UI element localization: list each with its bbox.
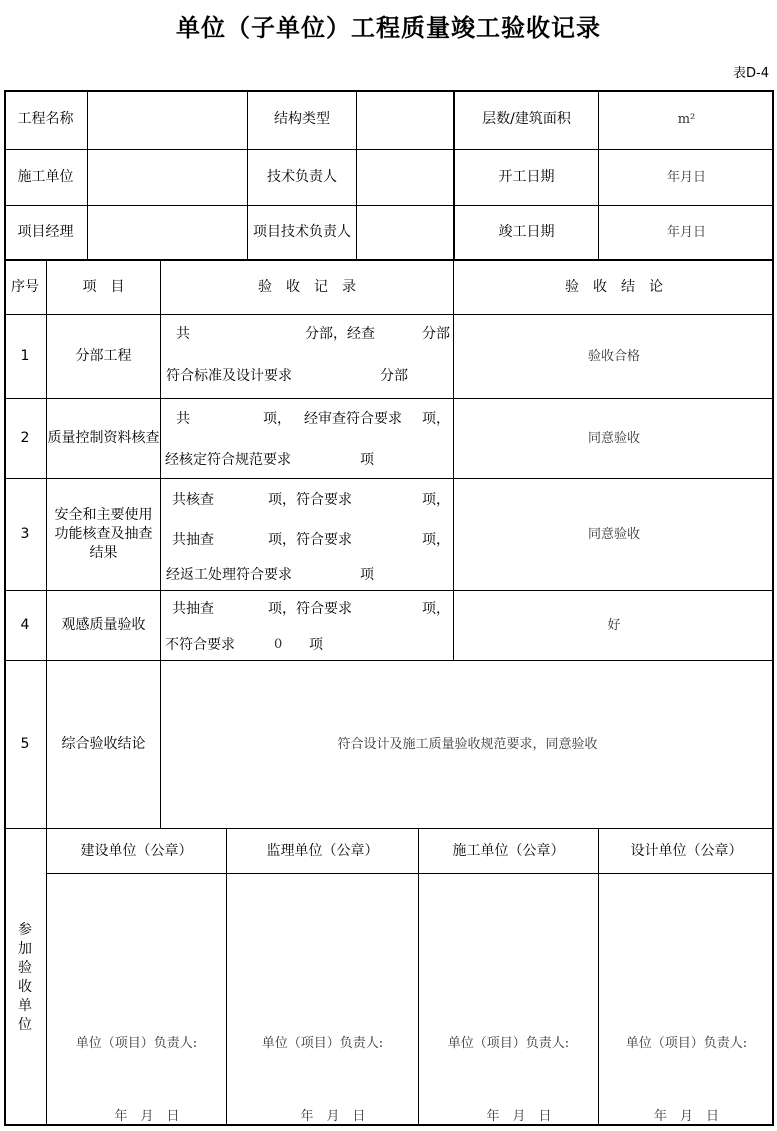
- record-text: 项，: [422, 492, 450, 508]
- unit-title: 监理单位（公章）: [266, 842, 379, 859]
- unit-date[interactable]: 年 月 日: [486, 1108, 552, 1124]
- completion-date-label: 竣工日期: [498, 224, 555, 240]
- record-text: 项: [360, 567, 374, 583]
- record-text: 项，符合要求: [268, 601, 352, 617]
- divider: [46, 873, 774, 874]
- record-text: 不符合要求: [165, 637, 235, 653]
- project-tech-lead-field[interactable]: [357, 206, 453, 259]
- unit-date[interactable]: 年 月 日: [300, 1108, 366, 1124]
- completion-date-field[interactable]: 年月日: [666, 225, 706, 240]
- record-text: 项，: [422, 411, 450, 427]
- col-header-record: 验 收 记 录: [258, 279, 356, 295]
- record-text: 共核查: [172, 492, 214, 508]
- record-text: 项，: [263, 411, 291, 427]
- contractor-label: 施工单位: [17, 169, 74, 185]
- record-text: 共: [176, 411, 190, 427]
- project-name-field[interactable]: [88, 90, 247, 149]
- row-conclusion: 同意验收: [587, 527, 640, 542]
- page-title: 单位（子单位）工程质量竣工验收记录: [176, 14, 601, 42]
- record-text: 项，: [422, 532, 450, 548]
- row-number: 3: [20, 526, 30, 542]
- record-text: 共: [176, 326, 190, 342]
- row-number: 5: [20, 736, 30, 752]
- unit-title: 建设单位（公章）: [80, 842, 193, 859]
- participants-label-text: 参加验收单位: [18, 921, 32, 1033]
- row-number: 4: [20, 617, 30, 633]
- row-item: 观感质量验收: [61, 617, 146, 633]
- record-text: 项: [309, 637, 323, 653]
- record-text: 经返工处理符合要求: [166, 567, 292, 583]
- row-item: 安全和主要使用功能核查及抽查结果: [54, 507, 153, 561]
- unit-signer[interactable]: 单位（项目）负责人:: [261, 1035, 384, 1051]
- overall-conclusion: 符合设计及施工质量验收规范要求，同意验收: [337, 737, 598, 752]
- project-manager-field[interactable]: [88, 206, 247, 259]
- unit-signer[interactable]: 单位（项目）负责人:: [75, 1035, 198, 1051]
- unit-title: 设计单位（公章）: [630, 842, 743, 859]
- start-date-label: 开工日期: [498, 169, 555, 185]
- start-date-field[interactable]: 年月日: [666, 170, 706, 185]
- col-header-no: 序号: [11, 279, 39, 295]
- record-text: 符合标准及设计要求: [166, 368, 292, 384]
- record-text: 项，符合要求: [268, 492, 352, 508]
- row-conclusion: 好: [607, 618, 621, 633]
- record-text: 分部: [380, 368, 408, 384]
- form-number: 表D-4: [733, 66, 769, 81]
- unit-signer[interactable]: 单位（项目）负责人:: [447, 1035, 570, 1051]
- row-item: 分部工程: [75, 348, 132, 364]
- row-conclusion: 验收合格: [587, 349, 640, 364]
- record-text: 共抽查: [172, 601, 214, 617]
- structure-type-field[interactable]: [357, 90, 453, 149]
- record-text: 经审查符合要求: [304, 411, 402, 427]
- contractor-field[interactable]: [88, 150, 247, 205]
- unit-signer[interactable]: 单位（项目）负责人:: [625, 1035, 748, 1051]
- record-text: 0: [274, 637, 283, 652]
- row-number: 2: [20, 430, 30, 446]
- structure-type-label: 结构类型: [274, 111, 330, 127]
- participants-label: [4, 829, 46, 1126]
- unit-title: 施工单位（公章）: [452, 842, 565, 859]
- row-item: 质量控制资料核查: [47, 430, 160, 446]
- record-text: 分部: [422, 326, 450, 342]
- row-number: 1: [20, 348, 30, 364]
- unit-date[interactable]: 年 月 日: [653, 1108, 719, 1124]
- record-text: 项: [360, 452, 374, 468]
- project-name-label: 工程名称: [17, 111, 74, 127]
- floors-area-label: 层数/建筑面积: [482, 111, 571, 127]
- tech-lead-field[interactable]: [357, 150, 453, 205]
- record-text: 项，符合要求: [268, 532, 352, 548]
- record-text: 经核定符合规范要求: [165, 452, 291, 468]
- row-conclusion: 同意验收: [587, 431, 640, 446]
- floors-area-field[interactable]: m²: [677, 112, 696, 127]
- record-text: 分部，经查: [305, 326, 375, 342]
- project-manager-label: 项目经理: [17, 224, 74, 240]
- unit-date[interactable]: 年 月 日: [114, 1108, 180, 1124]
- project-tech-lead-label: 项目技术负责人: [253, 224, 351, 240]
- col-header-conclusion: 验 收 结 论: [565, 279, 663, 295]
- record-text: 共抽查: [172, 532, 214, 548]
- record-text: 项，: [422, 601, 450, 617]
- col-header-item: 项 目: [82, 279, 125, 295]
- row-item: 综合验收结论: [61, 736, 146, 752]
- tech-lead-label: 技术负责人: [267, 169, 337, 185]
